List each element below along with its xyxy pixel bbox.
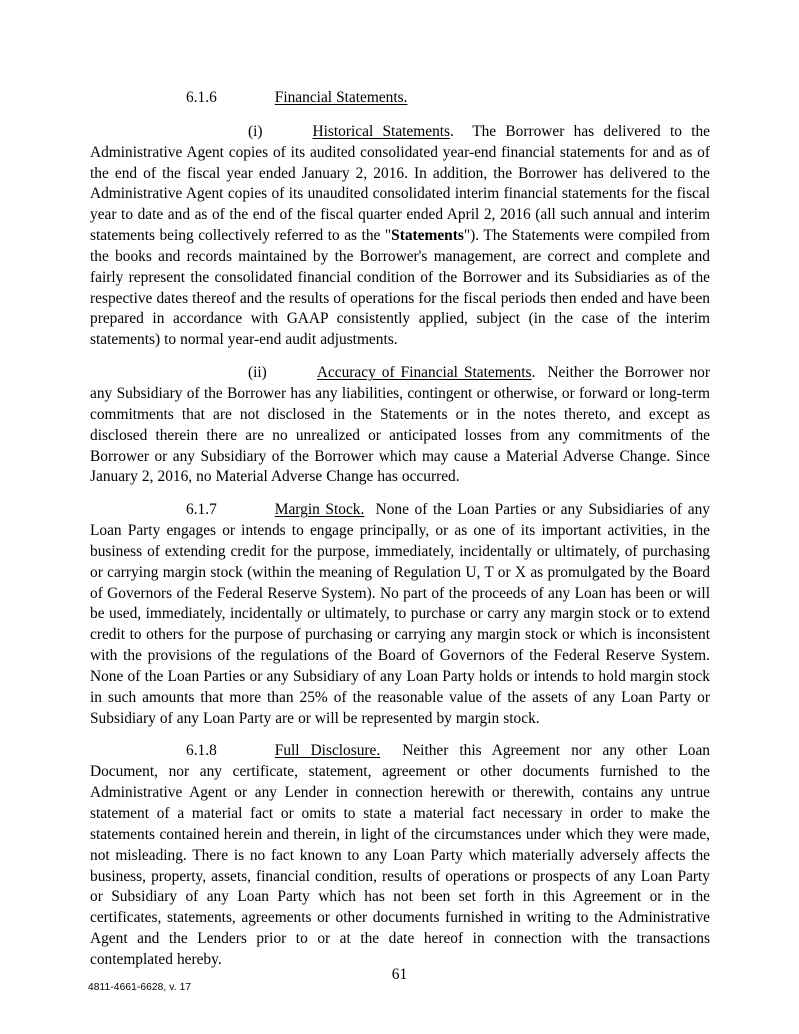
subsection-marker-ii: (ii) (248, 364, 267, 382)
subsection-marker-i: (i) (248, 122, 263, 140)
document-body (90, 88, 710, 971)
subsection-6-1-6-i (90, 122, 710, 351)
subsection-title-ii: Accuracy of Financial Statements (316, 364, 532, 382)
footer-document-id: 4811-4661-6628, v. 17 (88, 982, 192, 993)
section-number-6-1-8: 6.1.8 (186, 742, 217, 760)
page-number: 61 (391, 966, 408, 983)
subsection-6-1-6-ii (90, 363, 710, 488)
section-6-1-7 (90, 500, 710, 729)
section-6-1-8 (90, 741, 710, 970)
section-title-6-1-7: Margin Stock. (274, 501, 365, 519)
subsection-i-body-part2: "). The Statements were compiled from the books and records maintained by the Borrower's management, are correct and complete and fairly represent the consolidated financial condition of the Borrower and its Subsidiaries as of the respective dates thereof and the results of operations for the fiscal periods then ended and have been prepared in accordance with GAAP consistently applied, subject (in the case of the interim statements) to normal year-end audit adjustments. (90, 227, 710, 349)
subsection-title-i: Historical Statements (312, 122, 451, 140)
section-number-6-1-7: 6.1.7 (186, 501, 217, 519)
section-title-6-1-6: Financial Statements. (274, 89, 408, 106)
subsection-i-body-part1: The Borrower has delivered to the Administrative Agent copies of its audited consolidated year-end financial statements for and as of the end of the fiscal year ended January 2, 2016. In addition, the Borrower has delivered to the Administrative Agent copies of its unaudited consolidated interim financial statements for the fiscal year to date and as of the end of the fiscal quarter ended April 2, 2016 (all such annual and interim statements being collectively referred to as the " (90, 122, 710, 245)
section-6-1-7-body: None of the Loan Parties or any Subsidiaries of any Loan Party engages or intends to engage principally, or as one of its important activities, in the business of extending credit for the purpose, immediately, incidentally or ultimately, of purchasing or carrying margin stock (within the meaning of Regulation U, T or X as promulgated by the Board of Governors of the Federal Reserve System). No part of the proceeds of any Loan has been or will be used, immediately, incidentally or ultimately, to purchase or carry any margin stock or to extend credit to others for the purpose of purchasing or carrying any margin stock or which is inconsistent with the provisions of the regulations of the Board of Governors of the Federal Reserve System. None of the Loan Parties or any Subsidiary of any Loan Party holds or intends to hold margin stock in such amounts that more than 25% of the reasonable value of the assets of any Loan Party or Subsidiary of any Loan Party are or will be represented by margin stock. (90, 501, 710, 727)
subsection-title-i-period: . (450, 122, 454, 140)
section-6-1-8-body: Neither this Agreement nor any other Loan Document, nor any certificate, statement, agreement or other documents furnished to the Administrative Agent or any Lender in connection herewith or therewith, contains any untrue statement of a material fact or omits to state a material fact necessary in order to make the statements contained herein and therein, in light of the circumstances under which they were made, not misleading. There is no fact known to any Loan Party which materially adversely affects the business, property, assets, financial condition, results of operations or prospects of any Loan Party or Subsidiary of any Loan Party which has not been set forth in this Agreement or in the certificates, statements, agreements or other documents furnished in writing to the Administrative Agent and the Lenders prior to or at the date hereof in connection with the transactions contemplated hereby. (90, 742, 710, 968)
subsection-ii-body: Neither the Borrower nor any Subsidiary of the Borrower has any liabilities, contingent or otherwise, or forward or long-term commitments that are not disclosed in the Statements or in the notes thereto, and except as disclosed therein there are no unrealized or anticipated losses from any commitments of the Borrower or any Subsidiary of the Borrower which may cause a Material Adverse Change. Since January 2, 2016, no Material Adverse Change has occurred. (90, 364, 710, 486)
subsection-title-ii-period: . (531, 364, 536, 382)
section-heading-6-1-6 (90, 88, 710, 109)
section-title-6-1-8: Full Disclosure. (274, 742, 381, 760)
defined-term-statements: Statements (391, 227, 464, 245)
section-number-6-1-6: 6.1.6 (186, 89, 217, 106)
